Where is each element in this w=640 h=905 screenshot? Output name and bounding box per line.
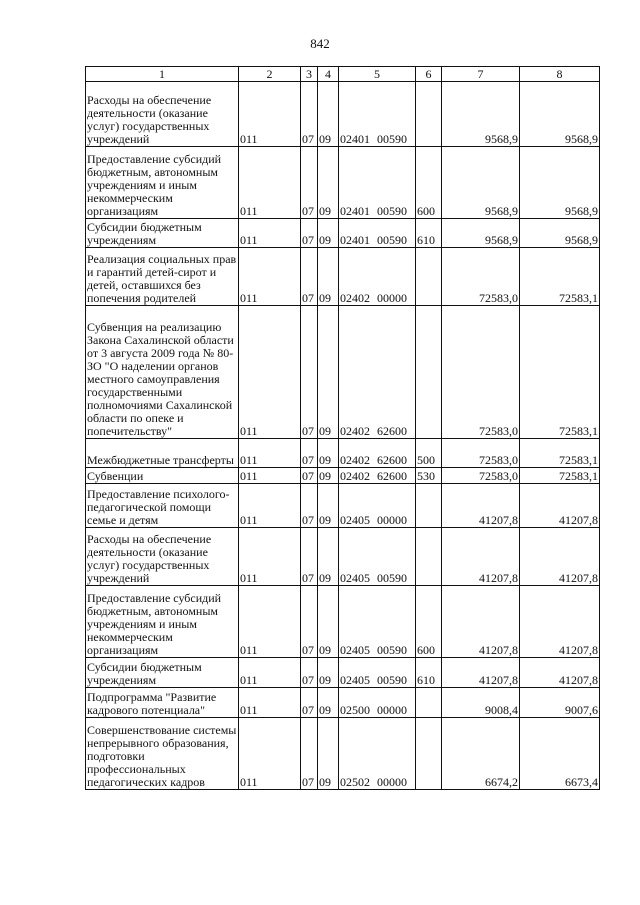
row-expense-type-cell: 530 [416,468,442,484]
row-name-cell: Реализация социальных прав и гарантий детей-сирот и детей, оставшихся без попечения родителей [86,248,239,306]
row-target-article-cell [339,586,416,658]
header-cell-2: 2 [239,67,301,82]
target-article-part-1: 02500 [340,703,370,717]
row-admin-code-cell: 011 [239,219,301,248]
row-subsection-cell: 09 [318,82,339,147]
row-subsection-cell: 09 [318,718,339,790]
target-article-part-2: 62600 [377,424,407,438]
target-article-part-2: 62600 [377,453,407,467]
row-admin-code-cell: 011 [239,528,301,586]
target-article-part-2: 00000 [377,291,407,305]
table-row [86,688,600,718]
row-amount-2-cell: 72583,1 [520,468,600,484]
row-amount-1-cell: 9568,9 [442,147,520,219]
row-amount-2-cell: 9568,9 [520,147,600,219]
row-expense-type-cell [416,484,442,528]
target-article-part-1: 02405 [340,571,370,585]
target-article-part-2: 00590 [377,673,407,687]
row-expense-type-cell: 610 [416,219,442,248]
row-name-cell: Субвенции [86,468,239,484]
row-subsection-cell: 09 [318,219,339,248]
row-subsection-cell: 09 [318,147,339,219]
target-article-part-2: 00590 [377,571,407,585]
row-admin-code-cell: 011 [239,658,301,688]
row-name-cell: Предоставление психолого-педагогической помощи семье и детям [86,484,239,528]
row-amount-1-cell: 72583,0 [442,306,520,439]
row-admin-code-cell: 011 [239,248,301,306]
row-subsection-cell: 09 [318,658,339,688]
row-amount-1-cell: 41207,8 [442,586,520,658]
row-amount-2-cell: 72583,1 [520,439,600,468]
row-admin-code-cell: 011 [239,147,301,219]
row-subsection-cell: 09 [318,484,339,528]
row-target-article-cell [339,219,416,248]
row-subsection-cell: 09 [318,439,339,468]
row-amount-1-cell: 6674,2 [442,718,520,790]
target-article-part-2: 00000 [377,775,407,789]
target-article-part-2: 62600 [377,469,407,483]
row-expense-type-cell [416,82,442,147]
row-name-cell: Предоставление субсидий бюджетным, автономным учреждениям и иным некоммерческим организациям [86,586,239,658]
table-row [86,658,600,688]
row-amount-1-cell: 41207,8 [442,528,520,586]
row-amount-2-cell: 6673,4 [520,718,600,790]
row-target-article-cell [339,147,416,219]
row-admin-code-cell: 011 [239,306,301,439]
target-article-part-1: 02402 [340,424,370,438]
budget-table [85,66,600,790]
row-admin-code-cell: 011 [239,688,301,718]
table-row [86,219,600,248]
row-amount-2-cell: 41207,8 [520,528,600,586]
row-expense-type-cell [416,528,442,586]
row-amount-1-cell: 72583,0 [442,439,520,468]
row-amount-1-cell: 72583,0 [442,248,520,306]
header-cell-5: 5 [339,67,416,82]
row-admin-code-cell: 011 [239,586,301,658]
row-subsection-cell: 09 [318,248,339,306]
row-target-article-cell [339,248,416,306]
row-name-cell: Подпрограмма "Развитие кадрового потенциала" [86,688,239,718]
row-amount-1-cell: 9568,9 [442,82,520,147]
row-section-cell: 07 [301,528,318,586]
row-target-article-cell [339,718,416,790]
row-section-cell: 07 [301,586,318,658]
row-admin-code-cell: 011 [239,468,301,484]
row-section-cell: 07 [301,82,318,147]
row-amount-2-cell: 72583,1 [520,248,600,306]
row-subsection-cell: 09 [318,528,339,586]
row-amount-1-cell: 41207,8 [442,484,520,528]
row-expense-type-cell [416,306,442,439]
table-row [86,306,600,439]
row-amount-2-cell: 9568,9 [520,219,600,248]
target-article-part-2: 00000 [377,703,407,717]
row-section-cell: 07 [301,147,318,219]
row-expense-type-cell: 610 [416,658,442,688]
row-expense-type-cell [416,718,442,790]
row-section-cell: 07 [301,484,318,528]
table-row [86,439,600,468]
row-target-article-cell [339,528,416,586]
row-name-cell: Совершенствование системы непрерывного образования, подготовки профессиональных педагогических кадров [86,718,239,790]
page-number: 842 [310,36,330,51]
row-section-cell: 07 [301,718,318,790]
row-subsection-cell: 09 [318,306,339,439]
target-article-part-1: 02405 [340,673,370,687]
row-admin-code-cell: 011 [239,718,301,790]
target-article-part-1: 02402 [340,291,370,305]
table-row [86,528,600,586]
target-article-part-2: 00590 [377,132,407,146]
row-target-article-cell [339,484,416,528]
header-cell-1: 1 [86,67,239,82]
row-section-cell: 07 [301,658,318,688]
table-row [86,82,600,147]
row-name-cell: Субсидии бюджетным учреждениям [86,658,239,688]
row-amount-2-cell: 9007,6 [520,688,600,718]
table-body [86,82,600,790]
row-name-cell: Расходы на обеспечение деятельности (оказание услуг) государственных учреждений [86,82,239,147]
row-amount-1-cell: 72583,0 [442,468,520,484]
row-amount-2-cell: 41207,8 [520,586,600,658]
row-amount-2-cell: 9568,9 [520,82,600,147]
row-subsection-cell: 09 [318,586,339,658]
row-admin-code-cell: 011 [239,439,301,468]
row-target-article-cell [339,658,416,688]
row-subsection-cell: 09 [318,468,339,484]
target-article-part-2: 00000 [377,513,407,527]
target-article-part-1: 02502 [340,775,370,789]
target-article-part-1: 02402 [340,453,370,467]
target-article-part-2: 00590 [377,233,407,247]
row-expense-type-cell: 600 [416,147,442,219]
table-row [86,147,600,219]
row-amount-2-cell: 41207,8 [520,484,600,528]
row-target-article-cell [339,468,416,484]
header-cell-4: 4 [318,67,339,82]
row-admin-code-cell: 011 [239,82,301,147]
header-cell-6: 6 [416,67,442,82]
row-name-cell: Расходы на обеспечение деятельности (оказание услуг) государственных учреждений [86,528,239,586]
row-section-cell: 07 [301,688,318,718]
row-amount-1-cell: 9568,9 [442,219,520,248]
target-article-part-2: 00590 [377,643,407,657]
row-expense-type-cell: 600 [416,586,442,658]
row-name-cell: Субвенция на реализацию Закона Сахалинской области от 3 августа 2009 года № 80-ЗО "О наделении органов местного самоуправления государственными полномочиями Сахалинской области по опеке и попечительству" [86,306,239,439]
row-expense-type-cell [416,688,442,718]
row-expense-type-cell [416,248,442,306]
row-section-cell: 07 [301,439,318,468]
row-target-article-cell [339,82,416,147]
row-section-cell: 07 [301,306,318,439]
header-row [86,67,600,82]
row-name-cell: Межбюджетные трансферты [86,439,239,468]
table-row [86,718,600,790]
target-article-part-1: 02401 [340,132,370,146]
row-target-article-cell [339,439,416,468]
row-admin-code-cell: 011 [239,484,301,528]
row-amount-2-cell: 41207,8 [520,658,600,688]
row-amount-2-cell: 72583,1 [520,306,600,439]
table-row [86,484,600,528]
target-article-part-1: 02402 [340,469,370,483]
row-amount-1-cell: 41207,8 [442,658,520,688]
table-row [86,586,600,658]
row-name-cell: Предоставление субсидий бюджетным, автономным учреждениям и иным некоммерческим организациям [86,147,239,219]
target-article-part-2: 00590 [377,204,407,218]
target-article-part-1: 02401 [340,204,370,218]
target-article-part-1: 02405 [340,643,370,657]
row-section-cell: 07 [301,219,318,248]
row-name-cell: Субсидии бюджетным учреждениям [86,219,239,248]
row-amount-1-cell: 9008,4 [442,688,520,718]
row-section-cell: 07 [301,248,318,306]
row-target-article-cell [339,306,416,439]
header-cell-3: 3 [301,67,318,82]
row-section-cell: 07 [301,468,318,484]
table-row [86,248,600,306]
header-cell-8: 8 [520,67,600,82]
header-cell-7: 7 [442,67,520,82]
table-row [86,468,600,484]
row-target-article-cell [339,688,416,718]
row-subsection-cell: 09 [318,688,339,718]
target-article-part-1: 02405 [340,513,370,527]
target-article-part-1: 02401 [340,233,370,247]
row-expense-type-cell: 500 [416,439,442,468]
